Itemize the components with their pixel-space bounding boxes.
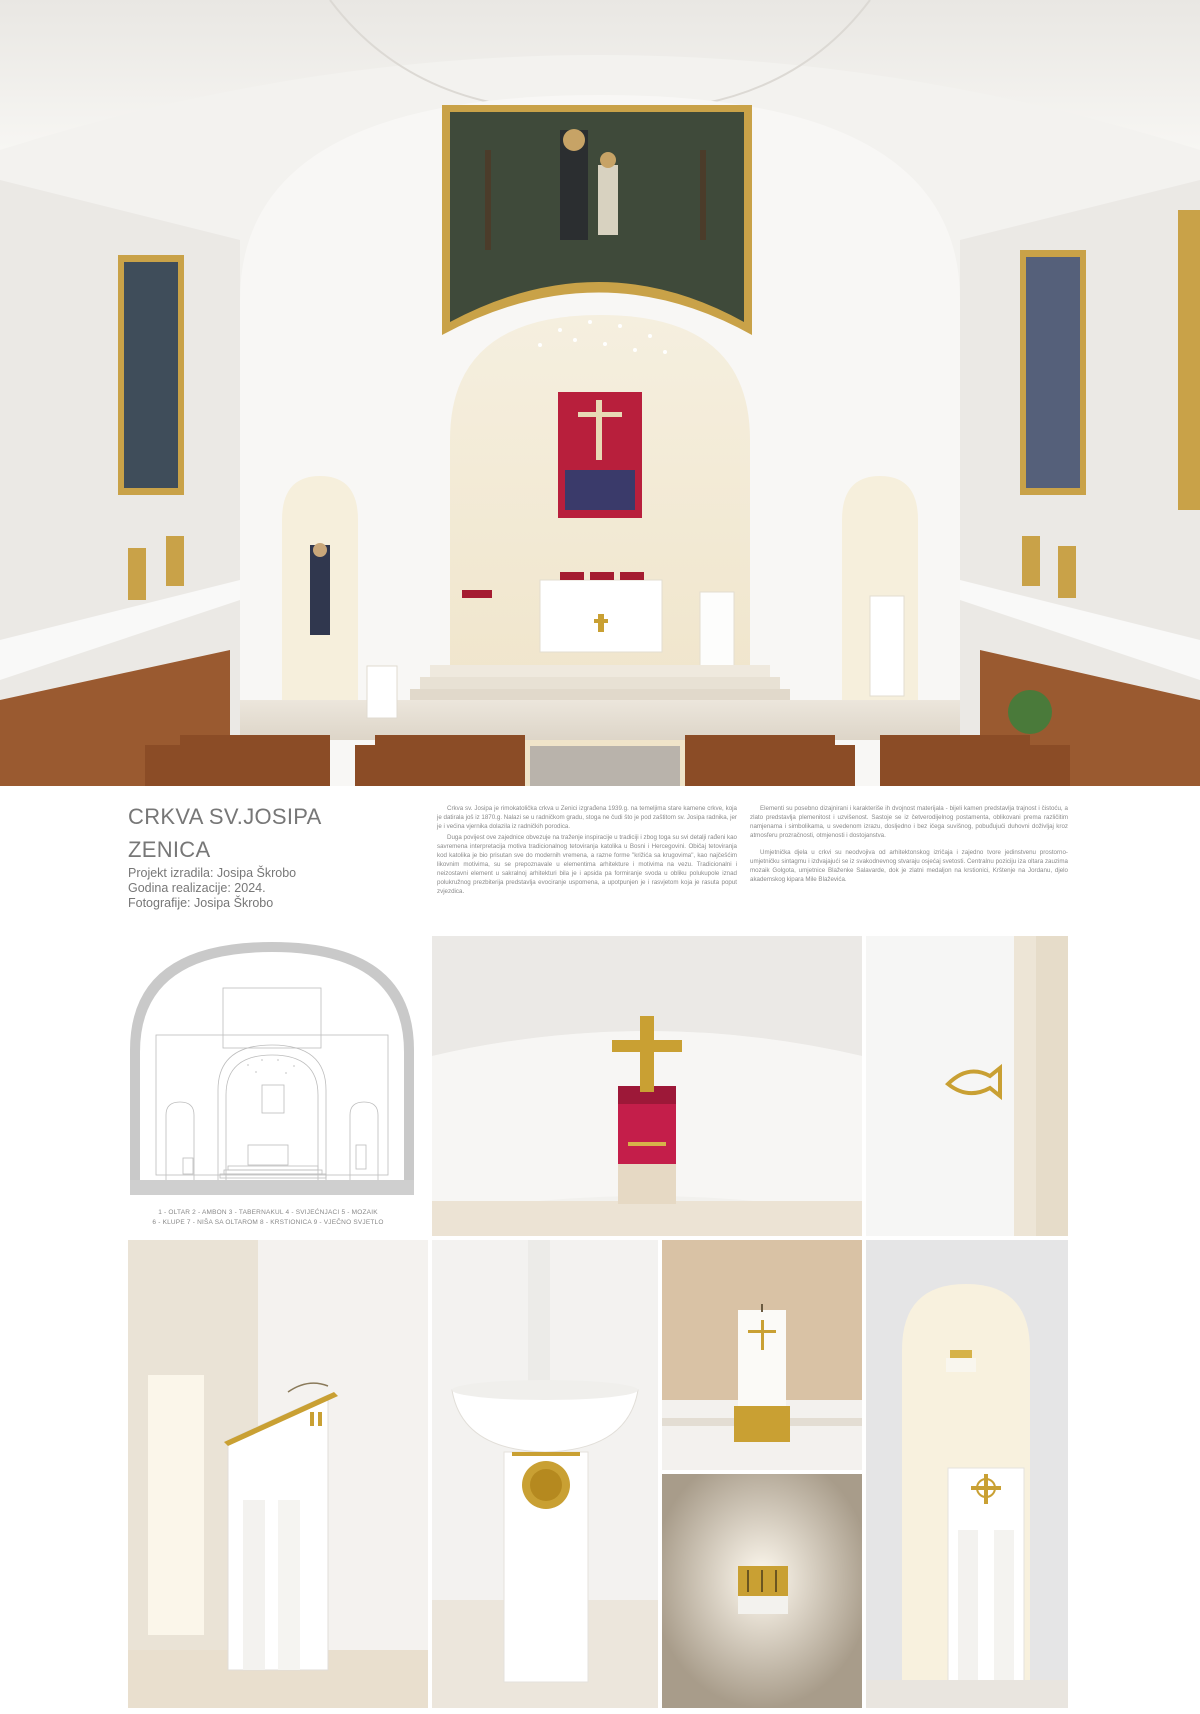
section-drawing <box>128 940 416 1200</box>
legend-line: 1 - OLTAR 2 - AMBON 3 - TABERNAKUL 4 - SVIJEĆNJACI 5 - MOZAIK <box>158 1209 378 1216</box>
photo-fish-symbol <box>866 936 1068 1236</box>
title-church-name: CRKVA SV.JOSIPA <box>128 804 322 829</box>
photo-candle <box>662 1240 862 1470</box>
section-legend <box>128 1208 408 1228</box>
photo-ambo <box>128 1240 428 1708</box>
page-title <box>128 800 322 866</box>
photo-baptismal-font <box>432 1240 658 1708</box>
meta-photos: Fotografije: Josipa Škrobo <box>128 896 274 910</box>
photo-altar-cross <box>432 936 862 1236</box>
hero-photo-church-interior <box>0 0 1200 786</box>
text-column-history <box>437 804 737 898</box>
paragraph: Crkva sv. Josipa je rimokatolička crkva u Zenici izgrađena 1939.g. na temeljima stare kamene crkve, koja je datirala još iz 1870.g. Nalazi se u radničkom gradu, stoga ne čudi što je pod zaštitom sv. Josipa radnika, jer je i većina vjernika dolazila iz radničkih porodica. <box>437 805 737 830</box>
meta-year: Godina realizacije: 2024. <box>128 881 266 895</box>
photo-eternal-light <box>662 1474 862 1708</box>
photo-tabernacle-niche <box>866 1240 1068 1708</box>
paragraph: Umjetnička djela u crkvi su neodvojiva od arhitektonskog izričaja i zajedno tvore jedinstvenu prostorno-umjetničku sintagmu i izdvajajući se iz svakodnevnog stvaraju osjećaj svetosti. Centralnu poziciju iza oltara zauzima mozaik Golgota, umjetnice Blaženke Salavarde, dok je zlatni medaljon na krstionici, Krštenje na Jordanu, djelo akademskog kipara Mile Blaževića. <box>750 849 1068 883</box>
paragraph: Elementi su posebno dizajnirani i karakteriše ih dvojnost materijala - bijeli kamen predstavlja trajnost i čistoću, a zlato predstavlja plemenitost i uzvišenost. Sastoje se iz četverodijelnog postamenta, oblikovani prema različitim namjenama i simbolikama, u svedenom izrazu, dosljedno i bez ičega suvišnog, pobuđujući duhovni doživljaj kroz atmosferu prozračnosti, otmjenosti i dostojanstva. <box>750 805 1068 839</box>
meta-project: Projekt izradila: Josipa Škrobo <box>128 866 297 880</box>
title-city: ZENICA <box>128 837 211 862</box>
project-meta <box>128 866 296 911</box>
legend-line: 6 - KLUPE 7 - NIŠA SA OLTAROM 8 - KRSTIONICA 9 - VJEČNO SVJETLO <box>152 1219 384 1226</box>
text-column-design <box>750 804 1068 886</box>
paragraph: Duga povijest ove zajednice obvezuje na traženje inspiracije u tradiciji i zbog toga su svi detalji rađeni kao savremena interpretacija motiva tradicionalnog tetoviranja katolika u Bosni i Hercegovini. Običaj tetoviranja kod katolika je bio prisutan sve do modernih vremena, a razne forme "križića sa krugovima", kao najčešćim likovnim motivima, su se prepoznavale u elementima arhitekture i motivima na vezu. Tradicionalni i neizostavni element u sakralnoj arhitekturi bila je i apsida pa formiranje svoda u obliku polukupole iznad polukružnog prezbiterija predstavlja evociranje uspomena, a upotpunjen je i rasvjetom koja je rasuta poput zvjezdica. <box>437 834 737 895</box>
